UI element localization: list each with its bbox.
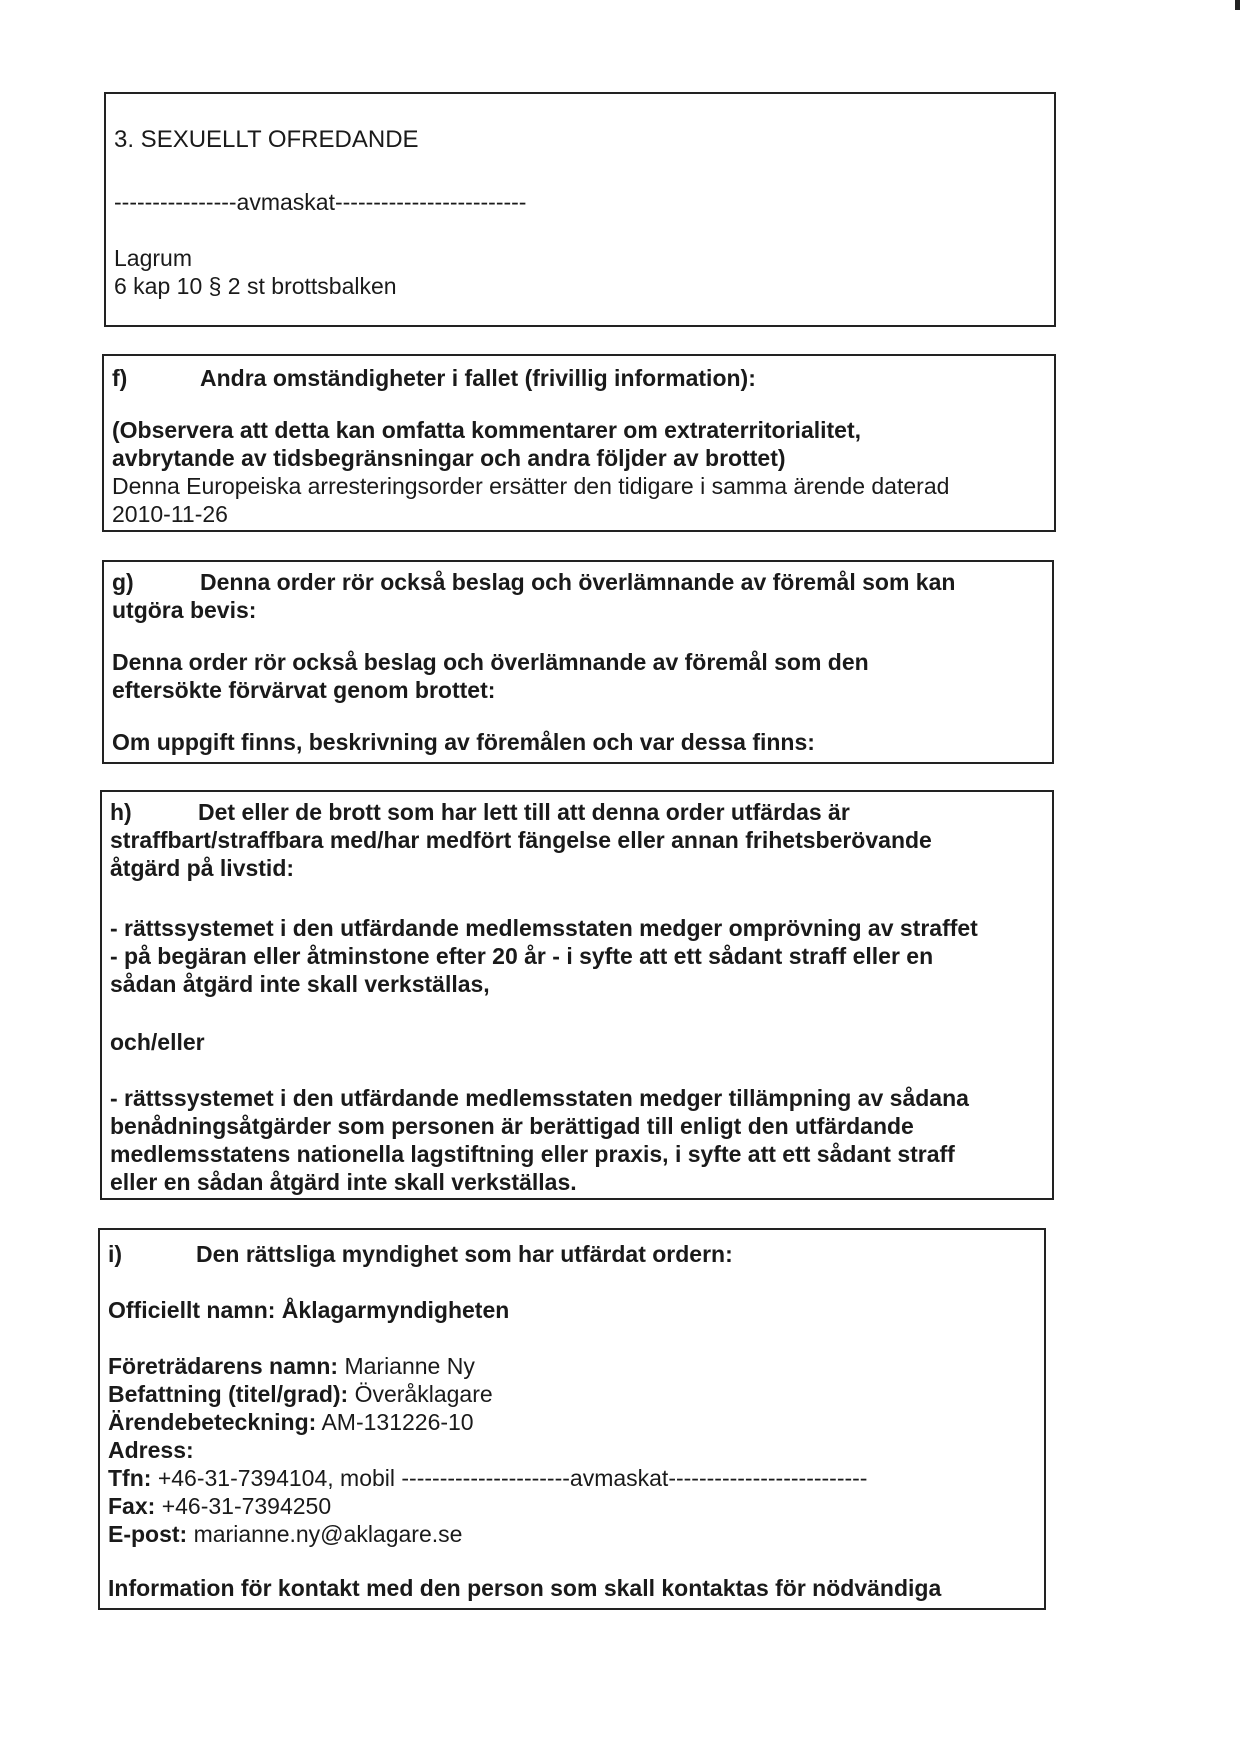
section-h-letter: h) — [110, 799, 132, 825]
section-3-box — [104, 92, 1056, 327]
position-row — [108, 1380, 493, 1408]
section-f-text-line1: Denna Europeiska arresteringsorder ersätter den tidigare i samma ärende daterad — [112, 473, 950, 499]
section-h-bullet2-line3: medlemsstatens nationella lagstiftning eller praxis, i syfte att ett sådant straff — [110, 1141, 955, 1167]
section-3-title: 3. SEXUELLT OFREDANDE — [114, 126, 419, 153]
section-g-heading-line1 — [112, 568, 955, 596]
contact-info: Information för kontakt med den person som skall kontaktas för nödvändiga — [108, 1575, 942, 1601]
section-f-note-line1: (Observera att detta kan omfatta kommentarer om extraterritorialitet, — [112, 417, 862, 443]
representative-row — [108, 1352, 475, 1380]
section-h-bullet2-line2: benådningsåtgärder som personen är berättigad till enligt den utfärdande — [110, 1113, 914, 1139]
section-h-heading-line1 — [110, 798, 850, 826]
section-h-heading-text: Det eller de brott som har lett till att denna order utfärdas är — [198, 799, 850, 825]
fax-row — [108, 1492, 331, 1520]
fax-label: Fax: — [108, 1493, 156, 1519]
representative-label: Företrädarens namn: — [108, 1353, 339, 1379]
section-f-text-line2: 2010-11-26 — [112, 501, 228, 527]
phone-value: +46-31-7394104, mobil ----------------------avmaskat-------------------------- — [157, 1465, 868, 1491]
email-row — [108, 1520, 462, 1548]
section-g-heading-line2: utgöra bevis: — [112, 597, 257, 623]
email-label: E-post: — [108, 1521, 188, 1547]
section-g-heading-text: Denna order rör också beslag och överlämnande av föremål som kan — [200, 569, 956, 595]
lagrum-value: 6 kap 10 § 2 st brottsbalken — [114, 273, 397, 299]
section-h-bullet2-line4: eller en sådan åtgärd inte skall verkställas. — [110, 1169, 577, 1195]
scan-edge-mark — [1235, 0, 1240, 10]
section-f-box — [102, 354, 1056, 532]
case-number-label: Ärendebeteckning: — [108, 1409, 317, 1435]
email-value: marianne.ny@aklagare.se — [193, 1521, 463, 1547]
fax-value: +46-31-7394250 — [161, 1493, 332, 1519]
section-f-note-line2: avbrytande av tidsbegränsningar och andra följder av brottet) — [112, 445, 786, 471]
section-h-conjunction: och/eller — [110, 1029, 205, 1055]
representative-value: Marianne Ny — [344, 1353, 475, 1379]
section-h-bullet2-line1: - rättssystemet i den utfärdande medlemsstaten medger tillämpning av sådana — [110, 1085, 969, 1111]
section-f-heading-text: Andra omständigheter i fallet (frivillig information): — [200, 365, 756, 391]
section-h-bullet1-line2: - på begäran eller åtminstone efter 20 år - i syfte att ett sådant straff eller en — [110, 943, 934, 969]
redacted-text: ----------------avmaskat------------------------- — [114, 189, 527, 215]
section-g-para2: Om uppgift finns, beskrivning av föremålen och var dessa finns: — [112, 729, 815, 755]
section-h-bullet1-line1: - rättssystemet i den utfärdande medlemsstaten medger omprövning av straffet — [110, 915, 978, 941]
case-number-row — [108, 1408, 474, 1436]
section-h-heading-line2: straffbart/straffbara med/har medfört fängelse eller annan frihetsberövande — [110, 827, 932, 853]
position-label: Befattning (titel/grad): — [108, 1381, 349, 1407]
section-h-box — [100, 790, 1054, 1200]
section-i-heading — [108, 1240, 733, 1268]
section-g-box — [102, 560, 1054, 764]
section-i-heading-text: Den rättsliga myndighet som har utfärdat ordern: — [196, 1241, 733, 1267]
phone-row — [108, 1464, 867, 1492]
official-name: Officiellt namn: Åklagarmyndigheten — [108, 1297, 510, 1323]
section-f-heading — [112, 364, 756, 392]
phone-label: Tfn: — [108, 1465, 152, 1491]
section-g-letter: g) — [112, 569, 134, 595]
section-i-letter: i) — [108, 1241, 123, 1267]
position-value: Överåklagare — [354, 1381, 493, 1407]
section-h-bullet1-line3: sådan åtgärd inte skall verkställas, — [110, 971, 490, 997]
section-h-heading-line3: åtgärd på livstid: — [110, 855, 295, 881]
section-i-box — [98, 1228, 1046, 1610]
lagrum-label: Lagrum — [114, 245, 192, 271]
address-label: Adress: — [108, 1437, 194, 1463]
section-f-letter: f) — [112, 365, 128, 391]
case-number-value: AM-131226-10 — [321, 1409, 474, 1435]
section-g-para-line1: Denna order rör också beslag och överlämnande av föremål som den — [112, 649, 869, 675]
section-g-para-line2: eftersökte förvärvat genom brottet: — [112, 677, 496, 703]
